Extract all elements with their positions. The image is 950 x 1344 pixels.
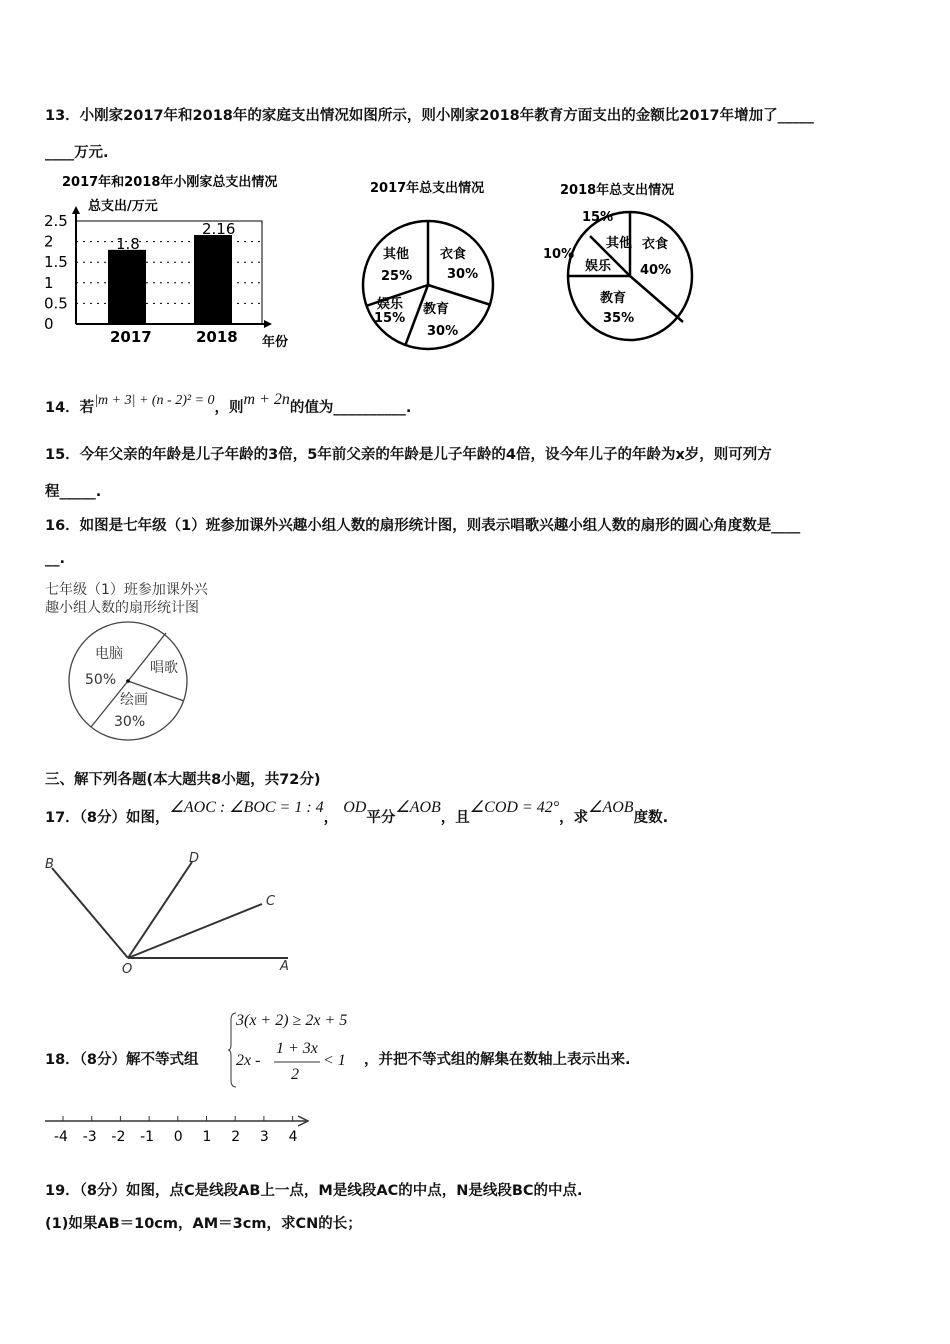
pie-2017-label: 教育: [423, 302, 450, 317]
pie-2017-pct: 30%: [427, 324, 459, 339]
bar-chart-xlabel: 年份: [262, 335, 289, 350]
pie-2017-label: 娱乐: [377, 297, 404, 312]
q19-line2: (1)如果AB＝10cm，AM＝3cm，求CN的长；: [45, 1216, 362, 1232]
axis-tick-label: 2: [231, 1129, 241, 1145]
number-line: [45, 1116, 308, 1145]
y-tick-label: 2.5: [44, 212, 68, 230]
point-label: A: [280, 959, 289, 974]
bar-chart-title: 2017年和2018年小刚家总支出情况: [62, 175, 278, 190]
bar-chart: [44, 174, 288, 350]
q14: 14．若|m + 3| + (n - 2)² = 0，则m + 2n的值为__________.: [45, 391, 412, 416]
inequality-2-left: 2x -: [236, 1052, 261, 1069]
inequality-2-right: < 1: [323, 1052, 346, 1069]
q18-prefix: 18．（8分）解不等式组: [45, 1052, 199, 1068]
axis-tick-label: 4: [288, 1129, 298, 1145]
bar-2017: [108, 250, 146, 324]
q13-line2: ____万元.: [45, 145, 109, 161]
y-tick-label: 2: [44, 232, 54, 251]
axis-tick-label: -3: [82, 1129, 97, 1145]
pie-label: 电脑: [95, 646, 123, 662]
pie-2018-label: 教育: [600, 291, 627, 306]
pie-pct: 50%: [85, 672, 117, 688]
pie-2018-label: 衣食: [642, 237, 669, 252]
bar-2018: [194, 235, 232, 324]
pie-title: 趣小组人数的扇形统计图: [45, 600, 199, 616]
pie-2017-title: 2017年总支出情况: [370, 181, 485, 196]
axis-tick-label: -1: [140, 1129, 155, 1145]
y-tick-label: 1: [44, 273, 54, 292]
pie-2018-pct: 10%: [543, 247, 575, 262]
pie-label: 绘画: [120, 692, 148, 708]
q16-line2: __.: [45, 551, 66, 567]
axis-tick-label: -4: [54, 1129, 68, 1145]
pie-2017: [363, 180, 493, 349]
axis-tick-label: 1: [202, 1129, 212, 1145]
bar-value-label: 2.16: [202, 220, 236, 239]
q18-suffix: ，并把不等式组的解集在数轴上表示出来.: [364, 1052, 631, 1068]
pie-2018-label: 娱乐: [585, 259, 612, 274]
q19-line1: 19．（8分）如图，点C是线段AB上一点，M是线段AC的中点，N是线段BC的中点.: [45, 1183, 583, 1199]
q16-line1: 16．如图是七年级（1）班参加课外兴趣小组人数的扇形统计图，则表示唱歌兴趣小组人数的扇形的圆心角度数是____: [45, 518, 801, 534]
q14-equation: |m + 3| + (n - 2)² = 0: [94, 393, 215, 408]
x-tick-label: 2018: [196, 328, 238, 346]
angle-diagram: [45, 851, 289, 977]
pie-2018-label: 其他: [606, 236, 633, 251]
q13-line1: 13．小刚家2017年和2018年的家庭支出情况如图所示，则小刚家2018年教育方面支出的金额比2017年增加了_____: [45, 108, 814, 124]
pie-2018-pct: 40%: [640, 263, 672, 278]
pie-title: 七年级（1）班参加课外兴: [45, 582, 208, 598]
axis-tick-label: 0: [173, 1129, 183, 1145]
section-heading: 三、解下列各题(本大题共8小题，共72分): [45, 772, 321, 788]
q14-expression: m + 2n: [243, 391, 290, 408]
pie-2017-label: 衣食: [440, 247, 467, 262]
point-label: D: [189, 851, 200, 866]
pie-2018: [543, 182, 692, 340]
pie-2018-pct: 35%: [603, 311, 635, 326]
axis-tick-label: 3: [259, 1129, 269, 1145]
interest-group-pie: [45, 581, 209, 740]
y-tick-label: 0.5: [44, 294, 68, 313]
inequality-1: 3(x + 2) ≥ 2x + 5: [236, 1012, 348, 1029]
x-tick-label: 2017: [110, 328, 152, 346]
pie-2018-pct: 15%: [582, 210, 614, 225]
pie-2017-pct: 15%: [374, 311, 406, 326]
bar-value-label: 1.8: [116, 234, 140, 253]
y-tick-label: 1.5: [44, 253, 68, 272]
fraction-numerator: 1 + 3x: [276, 1040, 318, 1057]
q15-line2: 程_____.: [45, 484, 102, 500]
point-label: O: [122, 962, 133, 977]
y-tick-label: 0: [44, 315, 54, 333]
pie-2017-pct: 25%: [381, 269, 413, 284]
q17: 17．（8分）如图，∠AOC : ∠BOC = 1 : 4， OD平分∠AOB，且∠COD = 42°，求∠AOB度数.: [45, 799, 669, 826]
pie-pct: 30%: [114, 714, 146, 730]
pie-2018-title: 2018年总支出情况: [560, 183, 675, 198]
pie-2017-pct: 30%: [447, 267, 479, 282]
point-label: C: [266, 894, 276, 909]
pie-2017-label: 其他: [383, 247, 410, 262]
q15-line1: 15．今年父亲的年龄是儿子年龄的3倍，5年前父亲的年龄是儿子年龄的4倍，设今年儿子的年龄为x岁，则可列方: [45, 447, 772, 463]
pie-label: 唱歌: [150, 660, 178, 676]
point-label: B: [45, 857, 54, 872]
bar-chart-ylabel: 总支出/万元: [88, 199, 158, 214]
fraction-denominator: 2: [291, 1066, 299, 1083]
axis-tick-label: -2: [111, 1129, 126, 1145]
